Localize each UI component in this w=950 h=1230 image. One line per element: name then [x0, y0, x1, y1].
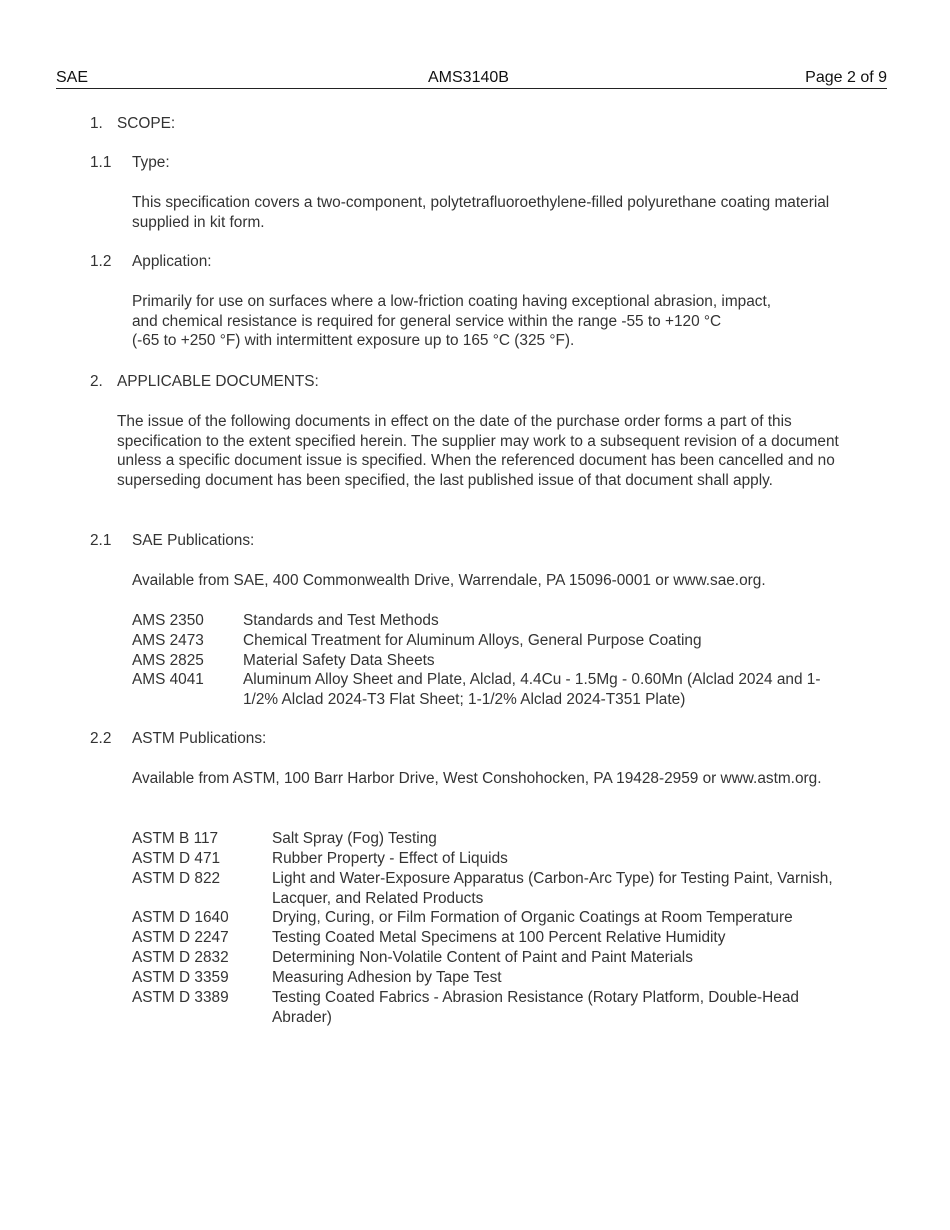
reference-title: Salt Spray (Fog) Testing — [272, 830, 437, 847]
reference-row — [132, 948, 862, 968]
reference-row — [132, 869, 862, 909]
reference-code: AMS 2473 — [132, 632, 204, 649]
reference-code: ASTM D 3359 — [132, 969, 229, 986]
reference-title: Testing Coated Fabrics - Abrasion Resistance (Rotary Platform, Double-Head Abrader) — [272, 989, 799, 1026]
section-1-2-line: (-65 to +250 °F) with intermittent exposure up to 165 °C (325 °F). — [132, 332, 575, 350]
reference-title: Measuring Adhesion by Tape Test — [272, 969, 502, 986]
section-2-2-number: 2.2 — [90, 730, 112, 747]
reference-title: Standards and Test Methods — [243, 612, 439, 629]
reference-row — [132, 908, 862, 928]
section-2-body: The issue of the following documents in effect on the date of the purchase order forms a part of this specification to the extent specified herein. The supplier may work to a subsequent revision of a document unless a specific document issue is specified. When the referenced document has been cancelled and no superseding document has been specified, the last published issue of that document shall apply. — [117, 413, 839, 489]
section-2-1-availability: Available from SAE, 400 Commonwealth Drive, Warrendale, PA 15096-0001 or www.sae.org. — [132, 572, 766, 589]
reference-row — [132, 651, 852, 671]
reference-code: ASTM D 2247 — [132, 929, 229, 946]
reference-code: ASTM B 117 — [132, 830, 219, 847]
reference-row — [132, 849, 862, 869]
reference-code: ASTM D 2832 — [132, 949, 229, 966]
header-doc-number: AMS3140B — [428, 69, 509, 86]
reference-code: ASTM D 3389 — [132, 989, 229, 1006]
reference-row — [132, 670, 852, 710]
reference-title: Testing Coated Metal Specimens at 100 Percent Relative Humidity — [272, 929, 726, 946]
section-2-2-availability: Available from ASTM, 100 Barr Harbor Drive, West Conshohocken, PA 19428-2959 or www.astm.org. — [132, 770, 822, 787]
reference-title: Chemical Treatment for Aluminum Alloys, General Purpose Coating — [243, 632, 702, 649]
reference-row — [132, 611, 852, 631]
reference-row — [132, 968, 862, 988]
reference-code: AMS 2350 — [132, 612, 204, 629]
reference-title: Material Safety Data Sheets — [243, 652, 435, 669]
reference-code: AMS 4041 — [132, 671, 204, 688]
reference-title: Drying, Curing, or Film Formation of Organic Coatings at Room Temperature — [272, 909, 793, 926]
section-2-1-number: 2.1 — [90, 532, 112, 549]
reference-row — [132, 829, 862, 849]
reference-title: Rubber Property - Effect of Liquids — [272, 850, 508, 867]
section-2-title: APPLICABLE DOCUMENTS: — [117, 373, 319, 390]
section-1-2-number: 1.2 — [90, 253, 112, 270]
reference-title: Light and Water-Exposure Apparatus (Carbon-Arc Type) for Testing Paint, Varnish, Lacquer, and Related Products — [272, 870, 833, 907]
reference-row — [132, 988, 862, 1028]
section-1-number: 1. — [90, 115, 103, 132]
reference-row — [132, 631, 852, 651]
section-1-2-body — [132, 292, 872, 351]
section-1-2-title: Application: — [132, 253, 212, 270]
page-header — [56, 68, 887, 89]
section-1-2-line: and chemical resistance is required for general service within the range -55 to +120 °C — [132, 312, 722, 330]
header-page-number: Page 2 of 9 — [805, 69, 887, 86]
section-1-2-line: Primarily for use on surfaces where a low-friction coating having exceptional abrasion, impact, — [132, 293, 772, 310]
reference-code: ASTM D 471 — [132, 850, 221, 867]
section-1-1-number: 1.1 — [90, 154, 112, 171]
section-2-2-title: ASTM Publications: — [132, 730, 267, 747]
section-1-1-body: This specification covers a two-component, polytetrafluoroethylene-filled polyurethane coating material supplied in kit form. — [132, 194, 830, 231]
reference-title: Determining Non-Volatile Content of Paint and Paint Materials — [272, 949, 693, 966]
reference-title: Aluminum Alloy Sheet and Plate, Alclad, 4.4Cu - 1.5Mg - 0.60Mn (Alclad 2024 and 1-1/2% Alclad 2024-T3 Flat Sheet; 1-1/2% Alclad 2024-T351 Plate) — [243, 671, 821, 708]
section-1-1-title: Type: — [132, 154, 170, 171]
section-2-number: 2. — [90, 373, 103, 390]
reference-code: AMS 2825 — [132, 652, 204, 669]
reference-code: ASTM D 822 — [132, 870, 221, 887]
reference-code: ASTM D 1640 — [132, 909, 229, 926]
section-1-title: SCOPE: — [117, 115, 176, 132]
reference-row — [132, 928, 862, 948]
header-org: SAE — [56, 69, 89, 86]
section-2-1-title: SAE Publications: — [132, 532, 255, 549]
